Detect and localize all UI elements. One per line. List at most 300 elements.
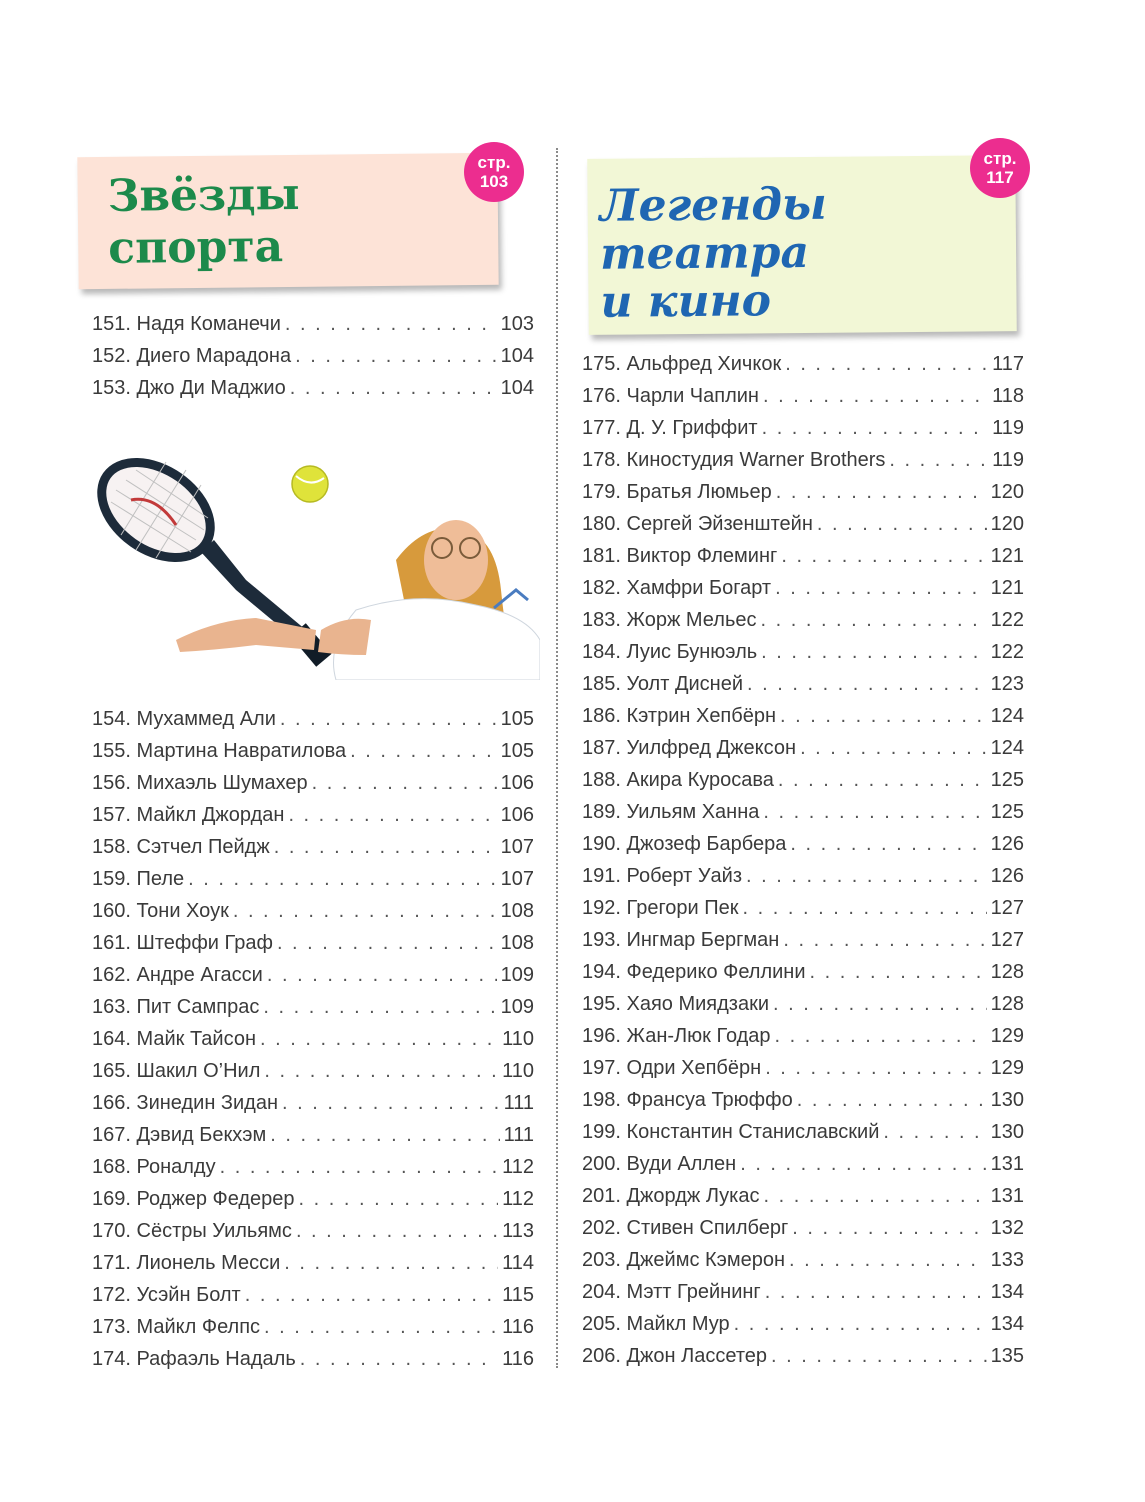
tennis-ball-icon	[292, 466, 328, 502]
badge-label: стр.	[983, 149, 1017, 168]
toc-entry-page: 106	[500, 772, 534, 794]
toc-entry-title	[582, 1276, 765, 1308]
dot-leader	[763, 1180, 986, 1212]
toc-entry-title	[92, 1151, 220, 1183]
toc-entry[interactable]	[92, 735, 534, 767]
toc-entry-number: 202.	[582, 1217, 621, 1239]
toc-entry-number: 185.	[582, 673, 621, 695]
toc-entry-page: 116	[502, 1316, 534, 1338]
toc-entry-page: 129	[990, 1025, 1024, 1047]
dot-leader	[300, 1343, 498, 1375]
toc-entry[interactable]	[582, 380, 1024, 412]
toc-entry-number: 197.	[582, 1057, 621, 1079]
toc-entry-number: 167.	[92, 1124, 131, 1146]
dot-leader	[220, 1151, 499, 1183]
toc-entry-title	[92, 927, 277, 959]
toc-entry[interactable]	[582, 348, 1024, 380]
toc-entry-page: 124	[990, 705, 1024, 727]
toc-entry[interactable]	[582, 1212, 1024, 1244]
dot-leader	[762, 412, 989, 444]
toc-entry-page: 129	[990, 1057, 1024, 1079]
badge-page: 117	[986, 168, 1014, 187]
toc-entry-page: 118	[992, 385, 1024, 407]
toc-entry[interactable]	[582, 732, 1024, 764]
toc-entry-name: Зинедин Зидан	[136, 1092, 279, 1114]
toc-entry-number: 170.	[92, 1220, 131, 1242]
dot-leader	[188, 863, 496, 895]
dot-leader	[781, 540, 986, 572]
toc-entry-title	[92, 1247, 284, 1279]
toc-entry-page: 111	[503, 1124, 534, 1146]
toc-entry-number: 153.	[92, 377, 131, 399]
toc-entry[interactable]	[582, 1276, 1024, 1308]
toc-entry-name: Хаяо Миядзаки	[626, 993, 770, 1015]
toc-entry-name: Пеле	[136, 868, 185, 890]
toc-entry-name: Стивен Спилберг	[626, 1217, 789, 1239]
toc-entry[interactable]	[92, 308, 534, 340]
toc-entry[interactable]	[582, 668, 1024, 700]
toc-entry-number: 152.	[92, 345, 131, 367]
cinema-page-badge	[970, 138, 1030, 198]
toc-entry-page: 130	[990, 1089, 1024, 1111]
toc-entry-page: 120	[990, 481, 1024, 503]
toc-entry-title	[92, 799, 288, 831]
toc-entry-page: 104	[500, 345, 534, 367]
dot-leader	[792, 1212, 986, 1244]
toc-entry[interactable]	[92, 895, 534, 927]
toc-entry-number: 181.	[582, 545, 621, 567]
toc-entry-number: 165.	[92, 1060, 131, 1082]
toc-entry-number: 179.	[582, 481, 621, 503]
sports-page-badge	[464, 142, 524, 202]
toc-entry-name: Шакил О’Нил	[136, 1060, 261, 1082]
toc-entry-number: 173.	[92, 1316, 131, 1338]
toc-entry-name: Роберт Уайз	[626, 865, 743, 887]
toc-entry[interactable]	[582, 924, 1024, 956]
toc-entry[interactable]	[582, 540, 1024, 572]
toc-entry-name: Михаэль Шумахер	[136, 772, 308, 794]
toc-entry-title	[582, 668, 747, 700]
toc-entry-name: Усэйн Болт	[136, 1284, 241, 1306]
toc-entry-number: 192.	[582, 897, 621, 919]
toc-entry-name: Дэвид Бекхэм	[136, 1124, 267, 1146]
toc-entry-number: 151.	[92, 313, 131, 335]
toc-entry-title	[582, 796, 763, 828]
toc-entry-name: Тони Хоук	[136, 900, 229, 922]
dot-leader	[280, 703, 497, 735]
toc-entry-page: 126	[990, 865, 1024, 887]
dot-leader	[783, 924, 986, 956]
toc-entry[interactable]	[92, 1023, 534, 1055]
toc-entry[interactable]	[582, 412, 1024, 444]
toc-entry[interactable]	[92, 1279, 534, 1311]
toc-entry[interactable]	[92, 927, 534, 959]
dot-leader	[299, 1183, 499, 1215]
toc-entry-title	[582, 412, 762, 444]
dot-leader	[776, 476, 987, 508]
toc-entry-name: Майкл Джордан	[136, 804, 285, 826]
toc-entry-page: 105	[500, 740, 534, 762]
toc-entry[interactable]	[92, 1119, 534, 1151]
toc-entry-name: Киностудия Warner Brothers	[626, 449, 886, 471]
toc-entry-number: 191.	[582, 865, 621, 887]
toc-entry-number: 188.	[582, 769, 621, 791]
toc-entry-name: Мартина Навратилова	[136, 740, 347, 762]
dot-leader	[264, 1055, 498, 1087]
toc-entry[interactable]	[582, 988, 1024, 1020]
dot-leader	[312, 767, 497, 799]
toc-entry-name: Джон Лассетер	[626, 1345, 768, 1367]
toc-entry-title	[582, 988, 773, 1020]
toc-entry-page: 119	[992, 449, 1024, 471]
toc-entry[interactable]	[582, 956, 1024, 988]
toc-entry-title	[582, 956, 810, 988]
toc-entry[interactable]	[92, 767, 534, 799]
toc-entry-name: Грегори Пек	[626, 897, 739, 919]
dot-leader	[775, 572, 987, 604]
dot-leader	[734, 1308, 987, 1340]
toc-entry[interactable]	[582, 1084, 1024, 1116]
toc-entry-page: 109	[500, 996, 534, 1018]
toc-entry-title	[92, 1119, 270, 1151]
toc-entry[interactable]	[582, 636, 1024, 668]
toc-entry-page: 105	[500, 708, 534, 730]
toc-entry-page: 122	[990, 609, 1024, 631]
toc-entry-name: Лионель Месси	[136, 1252, 281, 1274]
toc-entry-title	[582, 540, 781, 572]
toc-entry-title	[92, 831, 274, 863]
dot-leader	[743, 892, 987, 924]
toc-entry-title	[582, 604, 760, 636]
toc-entry-number: 190.	[582, 833, 621, 855]
dot-leader	[264, 1311, 498, 1343]
toc-entry-page: 132	[990, 1217, 1024, 1239]
dot-leader	[773, 988, 987, 1020]
toc-entry-number: 182.	[582, 577, 621, 599]
toc-entry[interactable]	[92, 372, 534, 404]
toc-entry-page: 122	[990, 641, 1024, 663]
toc-entry-title	[582, 700, 780, 732]
toc-entry[interactable]	[92, 1215, 534, 1247]
toc-entry-number: 193.	[582, 929, 621, 951]
toc-entry-number: 195.	[582, 993, 621, 1015]
dot-leader	[263, 991, 496, 1023]
toc-entry-name: Мэтт Грейнинг	[626, 1281, 761, 1303]
toc-entry-title	[582, 924, 783, 956]
toc-entry-title	[582, 1084, 797, 1116]
toc-entry-page: 112	[502, 1156, 534, 1178]
toc-entry-name: Сёстры Уильямс	[136, 1220, 292, 1242]
dot-leader	[740, 1148, 986, 1180]
toc-entry-title	[582, 1212, 792, 1244]
toc-entry-page: 107	[500, 868, 534, 890]
toc-entry-number: 163.	[92, 996, 131, 1018]
toc-entry-title	[582, 764, 778, 796]
toc-entry[interactable]	[582, 1244, 1024, 1276]
toc-entry[interactable]	[582, 1020, 1024, 1052]
toc-entry-page: 127	[990, 897, 1024, 919]
toc-entry[interactable]	[582, 892, 1024, 924]
toc-entry-title	[582, 1180, 763, 1212]
toc-entry[interactable]	[582, 1052, 1024, 1084]
dot-leader	[775, 1020, 987, 1052]
dot-leader	[277, 927, 497, 959]
toc-entry-number: 166.	[92, 1092, 131, 1114]
toc-entry-page: 115	[502, 1284, 534, 1306]
toc-entry-name: Мухаммед Али	[136, 708, 276, 730]
toc-entry[interactable]	[582, 764, 1024, 796]
toc-entry-name: Акира Куросава	[626, 769, 774, 791]
dot-leader	[790, 828, 986, 860]
toc-entry-number: 199.	[582, 1121, 621, 1143]
toc-entry-name: Штеффи Граф	[136, 932, 273, 954]
toc-entry-title	[92, 1023, 260, 1055]
toc-entry-number: 175.	[582, 353, 621, 375]
toc-entry-number: 172.	[92, 1284, 131, 1306]
toc-entry-page: 109	[500, 964, 534, 986]
toc-entry-page: 110	[502, 1060, 534, 1082]
toc-entry-title	[92, 1343, 300, 1375]
toc-entry-name: Виктор Флеминг	[626, 545, 778, 567]
dot-leader	[810, 956, 987, 988]
toc-entry-title	[92, 991, 263, 1023]
toc-entry[interactable]	[92, 959, 534, 991]
toc-entry[interactable]	[92, 1183, 534, 1215]
toc-entry-name: Д. У. Гриффит	[626, 417, 758, 439]
toc-entry[interactable]	[92, 1343, 534, 1375]
toc-entry-name: Жан-Люк Годар	[626, 1025, 771, 1047]
dot-leader	[778, 764, 987, 796]
toc-entry-page: 112	[502, 1188, 534, 1210]
toc-entry-name: Альфред Хичкок	[626, 353, 782, 375]
toc-entry[interactable]	[92, 1247, 534, 1279]
cinema-toc-list	[582, 348, 1024, 1372]
toc-entry-name: Джордж Лукас	[626, 1185, 760, 1207]
toc-entry-page: 131	[990, 1153, 1024, 1175]
toc-entry-page: 103	[500, 313, 534, 335]
toc-entry-title	[582, 828, 790, 860]
dot-leader	[789, 1244, 987, 1276]
toc-entry-title	[92, 1279, 245, 1311]
toc-entry-number: 154.	[92, 708, 131, 730]
toc-entry[interactable]	[92, 831, 534, 863]
toc-entry-name: Вуди Аллен	[626, 1153, 737, 1175]
dot-leader	[800, 732, 987, 764]
toc-entry[interactable]	[582, 1148, 1024, 1180]
dot-leader	[765, 1276, 987, 1308]
toc-entry-title	[582, 1148, 740, 1180]
dot-leader	[295, 340, 497, 372]
toc-entry-number: 159.	[92, 868, 131, 890]
toc-entry-name: Жорж Мельес	[626, 609, 757, 631]
toc-entry-title	[582, 444, 889, 476]
toc-entry-number: 177.	[582, 417, 621, 439]
badge-label: стр.	[477, 153, 511, 172]
toc-entry[interactable]	[92, 799, 534, 831]
sports-section-title: Звёзды спорта	[107, 168, 300, 274]
toc-entry-name: Роналду	[136, 1156, 216, 1178]
toc-entry-name: Уолт Дисней	[626, 673, 743, 695]
toc-entry-name: Надя Команечи	[136, 313, 281, 335]
toc-entry-name: Майкл Мур	[626, 1313, 730, 1335]
toc-entry[interactable]	[582, 604, 1024, 636]
dot-leader	[797, 1084, 987, 1116]
dot-leader	[761, 636, 986, 668]
toc-entry[interactable]	[582, 1116, 1024, 1148]
toc-entry-title	[582, 1020, 775, 1052]
toc-entry-name: Уильям Ханна	[626, 801, 760, 823]
toc-entry-page: 123	[990, 673, 1024, 695]
toc-entry-number: 160.	[92, 900, 131, 922]
dot-leader	[763, 796, 986, 828]
toc-entry-title	[92, 1215, 296, 1247]
toc-entry-page: 107	[500, 836, 534, 858]
tennis-player-illustration	[96, 440, 540, 680]
toc-entry-page: 121	[990, 577, 1024, 599]
toc-entry-name: Диего Марадона	[136, 345, 292, 367]
toc-entry-number: 205.	[582, 1313, 621, 1335]
toc-entry-title	[92, 1087, 282, 1119]
badge-page: 103	[479, 172, 509, 191]
toc-entry-page: 114	[502, 1252, 534, 1274]
toc-entry-page: 125	[990, 769, 1024, 791]
toc-entry-name: Сэтчел Пейдж	[136, 836, 270, 858]
toc-entry-title	[582, 380, 763, 412]
toc-entry[interactable]	[582, 572, 1024, 604]
toc-entry-name: Рафаэль Надаль	[136, 1348, 296, 1370]
toc-entry-title	[582, 1244, 789, 1276]
dot-leader	[760, 604, 986, 636]
toc-entry-name: Андре Агасси	[136, 964, 263, 986]
toc-entry[interactable]	[92, 1087, 534, 1119]
toc-entry-page: 111	[503, 1092, 534, 1114]
toc-entry-name: Сергей Эйзенштейн	[626, 513, 813, 535]
dot-leader	[771, 1340, 987, 1372]
toc-entry-page: 125	[990, 801, 1024, 823]
toc-entry[interactable]	[582, 1308, 1024, 1340]
toc-entry[interactable]	[582, 476, 1024, 508]
toc-entry-page: 119	[992, 417, 1024, 439]
toc-entry-page: 124	[990, 737, 1024, 759]
toc-entry-title	[92, 703, 280, 735]
dot-leader	[260, 1023, 498, 1055]
toc-entry-page: 117	[992, 353, 1024, 375]
toc-entry-page: 113	[502, 1220, 534, 1242]
toc-entry-page: 110	[502, 1028, 534, 1050]
dot-leader	[785, 348, 988, 380]
toc-entry-title	[582, 1052, 765, 1084]
sports-toc-list-2	[92, 703, 534, 1375]
toc-entry[interactable]	[582, 828, 1024, 860]
dot-leader	[233, 895, 497, 927]
toc-entry-number: 171.	[92, 1252, 131, 1274]
toc-entry[interactable]	[92, 991, 534, 1023]
toc-entry-name: Кэтрин Хепбёрн	[626, 705, 777, 727]
toc-entry-page: 108	[500, 900, 534, 922]
player-figure	[176, 520, 540, 680]
toc-entry-number: 174.	[92, 1348, 131, 1370]
toc-entry-page: 121	[990, 545, 1024, 567]
toc-entry[interactable]	[582, 860, 1024, 892]
dot-leader	[284, 1247, 498, 1279]
dot-leader	[245, 1279, 498, 1311]
toc-entry-name: Ингмар Бергман	[626, 929, 780, 951]
toc-entry-number: 178.	[582, 449, 621, 471]
toc-entry-name: Федерико Феллини	[626, 961, 806, 983]
toc-entry-number: 183.	[582, 609, 621, 631]
toc-entry-page: 127	[990, 929, 1024, 951]
toc-entry[interactable]	[582, 1340, 1024, 1372]
toc-entry-number: 161.	[92, 932, 131, 954]
dot-leader	[746, 860, 987, 892]
toc-entry-page: 116	[502, 1348, 534, 1370]
toc-entry-title	[92, 1055, 264, 1087]
toc-entry[interactable]	[92, 1311, 534, 1343]
toc-entry-name: Одри Хепбёрн	[626, 1057, 762, 1079]
toc-entry-number: 184.	[582, 641, 621, 663]
toc-entry-page: 120	[990, 513, 1024, 535]
toc-entry[interactable]	[582, 444, 1024, 476]
toc-entry[interactable]	[92, 1151, 534, 1183]
toc-entry-title	[92, 1183, 299, 1215]
toc-entry-page: 104	[500, 377, 534, 399]
toc-entry-number: 201.	[582, 1185, 621, 1207]
toc-entry[interactable]	[92, 703, 534, 735]
toc-entry-page: 131	[990, 1185, 1024, 1207]
toc-entry-page: 126	[990, 833, 1024, 855]
dot-leader	[270, 1119, 499, 1151]
toc-entry-name: Франсуа Трюффо	[626, 1089, 793, 1111]
dot-leader	[296, 1215, 498, 1247]
toc-entry-page: 106	[500, 804, 534, 826]
dot-leader	[285, 308, 497, 340]
toc-entry[interactable]	[582, 508, 1024, 540]
dot-leader	[350, 735, 497, 767]
toc-entry-title	[582, 348, 785, 380]
toc-entry[interactable]	[92, 340, 534, 372]
toc-entry-number: 176.	[582, 385, 621, 407]
sports-toc-list-1	[92, 308, 534, 404]
toc-entry-page: 108	[500, 932, 534, 954]
toc-entry-number: 180.	[582, 513, 621, 535]
toc-entry-number: 187.	[582, 737, 621, 759]
toc-entry-number: 194.	[582, 961, 621, 983]
toc-entry[interactable]	[582, 796, 1024, 828]
toc-entry[interactable]	[92, 863, 534, 895]
toc-entry-title	[582, 508, 817, 540]
toc-entry-title	[582, 860, 746, 892]
toc-entry-name: Луис Бунюэль	[626, 641, 758, 663]
toc-entry-number: 156.	[92, 772, 131, 794]
dot-leader	[817, 508, 987, 540]
toc-entry-number: 196.	[582, 1025, 621, 1047]
toc-entry-number: 164.	[92, 1028, 131, 1050]
toc-entry[interactable]	[582, 1180, 1024, 1212]
toc-entry[interactable]	[582, 700, 1024, 732]
dot-leader	[883, 1116, 986, 1148]
toc-entry-page: 135	[990, 1345, 1024, 1367]
toc-entry[interactable]	[92, 1055, 534, 1087]
toc-entry-title	[92, 767, 312, 799]
toc-entry-name: Джеймс Кэмерон	[626, 1249, 786, 1271]
dot-leader	[747, 668, 987, 700]
column-divider	[556, 148, 558, 1368]
toc-entry-number: 198.	[582, 1089, 621, 1111]
toc-entry-page: 130	[990, 1121, 1024, 1143]
toc-entry-title	[582, 1340, 771, 1372]
toc-entry-number: 157.	[92, 804, 131, 826]
dot-leader	[889, 444, 988, 476]
